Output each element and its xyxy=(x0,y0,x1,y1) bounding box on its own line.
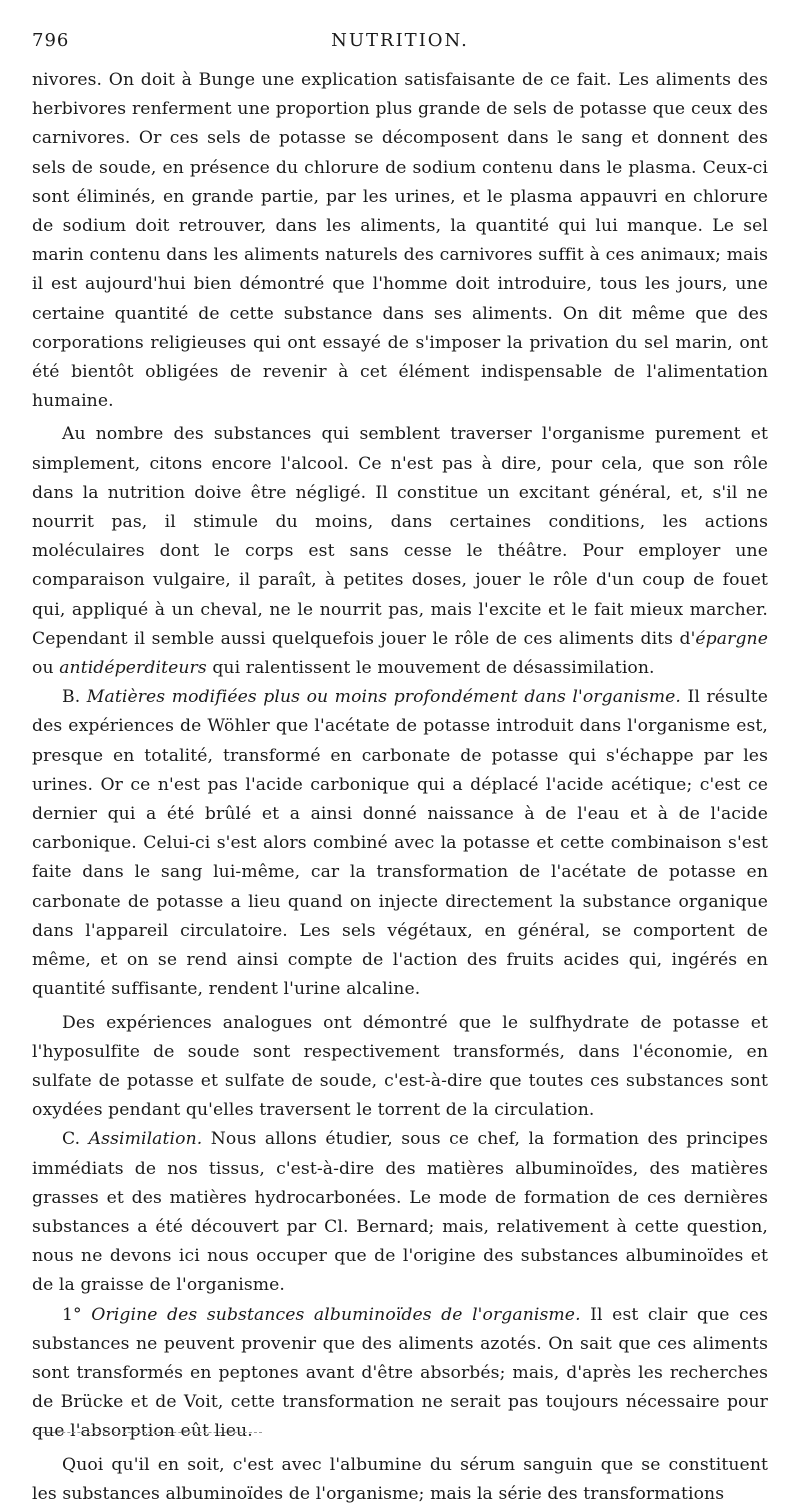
book-page xyxy=(32,30,768,1509)
paragraph-text: Nous allons étudier, sous ce chef, la formation des principes immédiats de nos tissus, c'est-à-dire des matières albuminoïdes, des matières grasses et des matières hydrocarbonées. Le mode de formation de ces dernières substances a été découvert par Cl. Bernard; mais, relativement à cette question, nous ne devons ici nous occuper que de l'origine des substances albuminoïdes et de la graisse de l'organisme. xyxy=(32,1129,768,1296)
paragraph-text: ou xyxy=(32,658,60,679)
paragraph-text: nivores. On doit à Bunge une explication satisfaisante de ce fait. Les aliments des herbivores renferment une proportion plus grande de sels de potasse que ceux des carnivores. Or ces sels de potasse se décomposent dans le sang et donnent des sels de soude, en présence du chlorure de sodium contenu dans le plasma. Ceux-ci sont éliminés, en grande partie, par les urines, et le plasma appauvri en chlorure de sodium doit retrouver, dans les aliments, la quantité qui lui manque. Le sel marin contenu dans les aliments naturels des carnivores suffit à ces animaux; mais il est aujourd'hui bien démontré que l'homme doit introduire, tous les jours, une certaine quantité de cette substance dans ses aliments. On dit même que des corporations religieuses qui ont essayé de s'imposer la privation du sel marin, ont été bientôt obligées de revenir à cet élément indispensable de l'alimentation humaine. xyxy=(32,70,768,412)
body-text xyxy=(32,66,768,1509)
paragraph-alcohol xyxy=(32,420,768,683)
section-heading: Matières modifiées plus ou moins profondément dans l'organisme. xyxy=(86,687,681,708)
paragraph-text: Quoi qu'il en soit, c'est avec l'albumine du sérum sanguin que se constituent les substances albuminoïdes de l'organisme; mais la série des transformations xyxy=(32,1454,768,1504)
page-number: 796 xyxy=(32,30,70,51)
subsection-1-paragraph xyxy=(32,1301,768,1447)
paragraph-text: qui ralentissent le mouvement de désassimilation. xyxy=(206,658,655,679)
italic-term-epargne: épargne xyxy=(695,628,768,649)
page-header xyxy=(32,30,768,54)
paragraph-text: Il est clair que ces substances ne peuvent provenir que des aliments azotés. On sait que ces aliments sont transformés en peptones avant d'être absorbés; mais, d'après les recherches de Brücke et de Voit, cette transformation ne serait pas toujours nécessaire pour que l'absorption eût lieu. xyxy=(32,1304,769,1442)
paragraph-text: Des expériences analogues ont démontré que le sulfhydrate de potasse et l'hyposulfite de soude sont respectivement transformés, dans l'économie, en sulfate de potasse et sulfate de soude, c'est-à-dire que toutes ces substances sont oxydées pendant qu'elles traversent le torrent de la circulation. xyxy=(32,1012,768,1121)
subsection-number: 1° xyxy=(62,1304,92,1325)
italic-term-antideperditeurs: antidéperditeurs xyxy=(59,658,207,679)
paragraph-final xyxy=(32,1451,768,1509)
footer-rule xyxy=(32,1432,262,1433)
running-head: NUTRITION. xyxy=(331,30,469,51)
paragraph-continued xyxy=(32,66,768,416)
paragraph-text: Il résulte des expériences de Wöhler que l'acétate de potasse introduit dans l'organisme est, presque en totalité, transformé en carbonate de potasse qui s'échappe par les urines. Or ce n'est pas l'acide carbonique qui a déplacé l'acide acétique; c'est ce dernier qui a été brûlé et a ainsi donné naissance à de l'eau et à de l'acide carbonique. Celui-ci s'est alors combiné avec la potasse et cette combinaison s'est faite dans le sang lui-même, car la transformation de l'acétate de potasse en carbonate de potasse a lieu quand on injecte directement la substance organique dans l'appareil circulatoire. Les sels végétaux, en général, se comportent de même, et on se rend ainsi compte de l'action des fruits acides qui, ingérés en quantité suffisante, rendent l'urine alcaline. xyxy=(32,687,769,1000)
paragraph-experiences xyxy=(32,1009,768,1126)
paragraph-text: Au nombre des substances qui semblent traverser l'organisme purement et simplement, citons encore l'alcool. Ce n'est pas à dire, pour cela, que son rôle dans la nutrition doive être négligé. Il constitue un excitant général, et, s'il ne nourrit pas, il stimule du moins, dans certaines conditions, les actions moléculaires dont le corps est sans cesse le théâtre. Pour employer une comparaison vulgaire, il paraît, à petites doses, jouer le rôle d'un coup de fouet qui, appliqué à un cheval, ne le nourrit pas, mais l'excite et le fait mieux marcher. Cependant il semble aussi quelquefois jouer le rôle de ces aliments dits d' xyxy=(32,424,768,649)
section-b-paragraph xyxy=(32,683,768,1004)
section-letter: B. xyxy=(62,687,87,708)
subsection-heading: Origine des substances albuminoïdes de l'organisme. xyxy=(91,1304,581,1325)
section-heading: Assimilation. xyxy=(88,1129,203,1150)
section-letter: C. xyxy=(62,1129,89,1150)
section-c-paragraph xyxy=(32,1125,768,1300)
